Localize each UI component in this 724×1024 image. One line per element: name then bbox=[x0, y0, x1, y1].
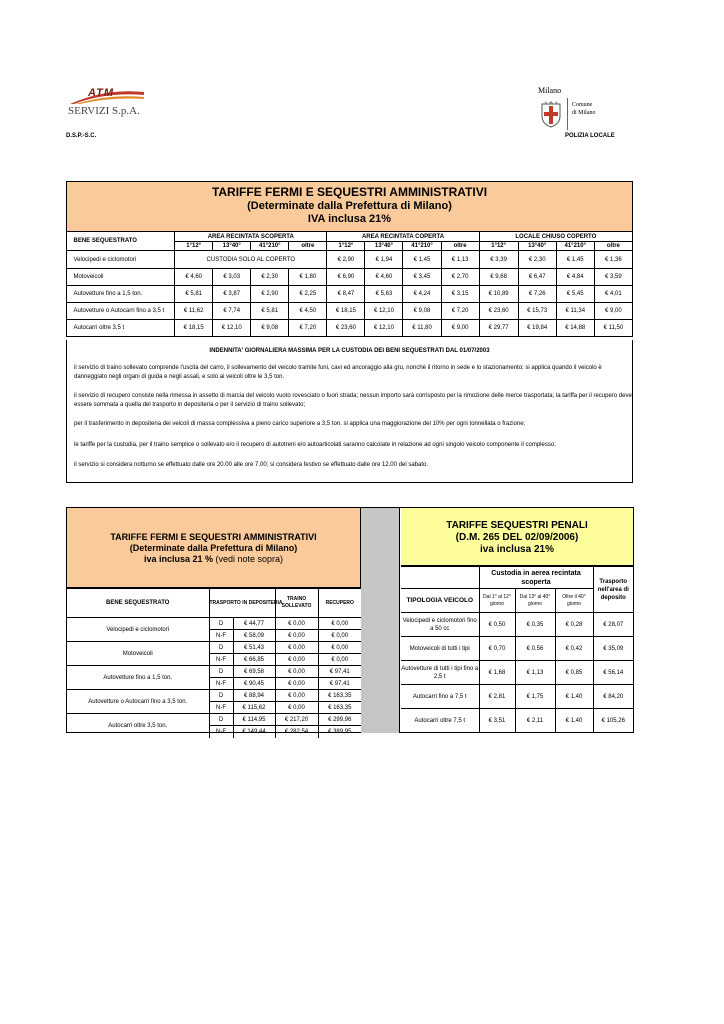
left-code: D.S.P.-S.C. bbox=[66, 133, 97, 139]
cell: € 4,60 bbox=[175, 269, 213, 286]
cell: € 0,00 bbox=[275, 654, 318, 666]
table-row bbox=[67, 303, 633, 320]
row-label: Velocipedi e ciclomotori bbox=[67, 618, 209, 642]
cell: € 0,00 bbox=[318, 642, 361, 654]
cell: € 2,30 bbox=[251, 269, 289, 286]
cell: D bbox=[209, 642, 233, 654]
bottom-left-title-line2: (Determinate dalla Prefettura di Milano) bbox=[129, 543, 298, 553]
cell: D bbox=[209, 618, 233, 630]
table-row bbox=[67, 269, 633, 286]
cell: € 0,85 bbox=[555, 661, 593, 685]
cell: € 0,00 bbox=[318, 630, 361, 642]
table-row bbox=[67, 286, 633, 303]
cell: € 97,41 bbox=[318, 666, 361, 678]
indemnity-title: INDENNITA' GIORNALIERA MASSIMA PER LA CUSTODIA DEI BENI SEQUESTRATI DAL 01/07/2003 bbox=[209, 348, 490, 354]
cell: € 4,50 bbox=[289, 303, 327, 320]
cell: € 51,43 bbox=[233, 642, 275, 654]
milano-label: Milano bbox=[538, 86, 562, 95]
cell: € 14,88 bbox=[556, 320, 594, 337]
day-header: Dal 1° al 12° giorno bbox=[479, 589, 515, 613]
cell: € 23,60 bbox=[327, 320, 365, 337]
cell: € 3,15 bbox=[441, 286, 479, 303]
cell: € 11,80 bbox=[403, 320, 441, 337]
cell: € 5,45 bbox=[556, 286, 594, 303]
subhead: 1°12° bbox=[327, 242, 365, 251]
cell: € 0,00 bbox=[275, 618, 318, 630]
row-label: Autocarri oltre 7,5 t bbox=[401, 709, 479, 733]
subhead: 13°40° bbox=[213, 242, 251, 251]
table-row bbox=[401, 637, 633, 661]
cell: € 0,00 bbox=[318, 654, 361, 666]
atm-logo bbox=[66, 86, 146, 120]
cell: € 2,70 bbox=[441, 269, 479, 286]
cell: € 4,60 bbox=[365, 269, 403, 286]
cell: € 15,73 bbox=[518, 303, 556, 320]
cell: € 299,96 bbox=[318, 714, 361, 726]
cell: € 12,10 bbox=[213, 320, 251, 337]
cell: € 1,13 bbox=[515, 661, 555, 685]
bottom-right-title-line2: (D.M. 265 DEL 02/09/2006) bbox=[455, 532, 579, 543]
cell: € 3,51 bbox=[479, 709, 515, 733]
cell: € 1,40 bbox=[555, 685, 593, 709]
cell: € 35,09 bbox=[593, 637, 633, 661]
cell: € 1,36 bbox=[594, 251, 632, 269]
row-label: Autocarri oltre 3,5 ton. bbox=[67, 714, 209, 738]
group-locale-chiuso: LOCALE CHIUSO COPERTO bbox=[479, 232, 632, 242]
cell: € 0,00 bbox=[318, 618, 361, 630]
cell: € 114,95 bbox=[233, 714, 275, 726]
note-item: il servizio si considera notturno se effettuato dalle ore 20.00 alle ore 7.00; si considera festivo se effettuato dalle ore 12.00 del sabato. bbox=[74, 462, 428, 468]
subhead: 41°210° bbox=[556, 242, 594, 251]
cell: € 3,45 bbox=[403, 269, 441, 286]
subhead: 1°12° bbox=[479, 242, 518, 251]
cell: € 0,35 bbox=[515, 613, 555, 637]
cell: € 4,84 bbox=[556, 269, 594, 286]
cell: € 5,81 bbox=[251, 303, 289, 320]
bottom-right-table bbox=[401, 566, 633, 733]
cell: € 0,00 bbox=[275, 630, 318, 642]
cell: € 6,47 bbox=[518, 269, 556, 286]
row-label: Motoveicoli bbox=[74, 269, 175, 286]
subhead: oltre bbox=[594, 242, 632, 251]
cell: € 1,40 bbox=[555, 709, 593, 733]
cell: € 3,03 bbox=[213, 269, 251, 286]
bottom-left-title-line1: TARIFFE FERMI E SEQUESTRI AMMINISTRATIVI bbox=[110, 532, 317, 542]
cell: € 8,47 bbox=[327, 286, 365, 303]
note-item: per il trasferimento in depositeria dei veicoli di massa complessiva a pieno carico superiore a 3,5 ton. si applica una maggiorazione del 10% per ogni tonnellata o frazione; bbox=[74, 421, 526, 427]
row-label: Autovetture di tutti i tipi fino a 2,5 t bbox=[401, 661, 479, 685]
cell: D bbox=[209, 666, 233, 678]
cell: € 58,09 bbox=[233, 630, 275, 642]
cell: € 9,00 bbox=[594, 303, 632, 320]
table-row bbox=[401, 709, 633, 733]
cell: € 9,00 bbox=[441, 320, 479, 337]
cell: € 3,39 bbox=[479, 251, 518, 269]
cell: € 2,90 bbox=[327, 251, 365, 269]
cell: € 1,68 bbox=[479, 661, 515, 685]
atm-company-name: SERVIZI S.p.A. bbox=[68, 105, 140, 117]
cell: € 1,75 bbox=[515, 685, 555, 709]
cell: € 12,10 bbox=[365, 303, 403, 320]
comune-line1: Comune bbox=[572, 102, 593, 108]
subhead: 41°210° bbox=[403, 242, 441, 251]
table-row bbox=[67, 251, 633, 269]
cell: € 5,81 bbox=[175, 286, 213, 303]
merged-note: CUSTODIA SOLO AL COPERTO bbox=[175, 251, 327, 269]
trasporto-header: Trasporto nell'area di deposito bbox=[593, 567, 633, 613]
cell: € 19,84 bbox=[518, 320, 556, 337]
cell: € 2,81 bbox=[479, 685, 515, 709]
row-label: Velocipedi e ciclomotori bbox=[74, 251, 175, 269]
row-label: Motoveicoli di tutti i tipi bbox=[401, 637, 479, 661]
right-department: POLIZIA LOCALE bbox=[565, 133, 615, 139]
cell: € 84,20 bbox=[593, 685, 633, 709]
cell: € 115,62 bbox=[233, 702, 275, 714]
row-label: Autovetture fino a 1,5 ton. bbox=[74, 286, 175, 303]
cell: € 0,00 bbox=[275, 666, 318, 678]
row-label: Velocipedi e ciclomotori fino a 50 cc bbox=[401, 613, 479, 637]
cell: € 163,35 bbox=[318, 702, 361, 714]
cell: € 0,28 bbox=[555, 613, 593, 637]
milano-coat-of-arms-icon bbox=[540, 100, 562, 128]
cell: € 4,24 bbox=[403, 286, 441, 303]
table-row bbox=[67, 642, 361, 654]
cell: € 217,20 bbox=[275, 714, 318, 726]
cell: € 149,44 bbox=[233, 726, 275, 738]
table-row bbox=[67, 714, 361, 726]
cell: € 2,11 bbox=[515, 709, 555, 733]
cell: € 282,54 bbox=[275, 726, 318, 738]
row-label: Autovetture o Autocarri fino a 3,5 ton. bbox=[67, 690, 209, 714]
top-title-line2: (Determinate dalla Prefettura di Milano) bbox=[247, 200, 452, 212]
cell: € 11,62 bbox=[175, 303, 213, 320]
bottom-left-title-box bbox=[67, 508, 361, 588]
bene-header: BENE SEQUESTRATO bbox=[74, 232, 175, 251]
cell: N-F bbox=[209, 654, 233, 666]
cell: € 1,45 bbox=[556, 251, 594, 269]
cell: € 3,87 bbox=[213, 286, 251, 303]
cell: € 0,00 bbox=[275, 642, 318, 654]
day-header: Dal 13° al 40° giorno bbox=[515, 589, 555, 613]
note-item: il servizio di traino sollevato comprende l'uscita del carro, il sollevamento del veicolo tramite funi, cavi ed ancoraggio alla gru, nonchè il ritorno in sede e lo stazionamento; si applica quando il veicolo è danneggiato negli organi di guida e negli assali, e solo ai veicoli oltre le 3,5 ton. bbox=[74, 365, 602, 380]
group-area-scoperta: AREA RECINTATA SCOPERTA bbox=[175, 232, 327, 242]
subhead: oltre bbox=[289, 242, 327, 251]
cell: € 3,59 bbox=[594, 269, 632, 286]
group-area-coperta: AREA RECINTATA COPERTA bbox=[327, 232, 479, 242]
bottom-left-table bbox=[67, 588, 361, 738]
note-item: il servizio di recupero consiste nella rimessa in assetto di marcia del veicolo vuoto rovesciato o fuori strada; nessun importo sarà corrisposto per la rimozione delle merce trasportata; la tariffa per il recupero deve essere sommata a quella del trasporto in depositeria o per il servizio di traino sollevato; bbox=[74, 393, 632, 408]
comune-divider bbox=[567, 98, 568, 130]
cell: € 6,90 bbox=[327, 269, 365, 286]
cell: € 0,00 bbox=[275, 702, 318, 714]
header-bene: BENE SEQUESTRATO bbox=[67, 589, 209, 618]
cell: N-F bbox=[209, 726, 233, 738]
iva-note: (vedi note sopra) bbox=[215, 554, 284, 564]
cell: € 7,74 bbox=[213, 303, 251, 320]
top-title-line1: TARIFFE FERMI E SEQUESTRI AMMINISTRATIVI bbox=[211, 185, 488, 199]
cell: € 11,34 bbox=[556, 303, 594, 320]
cell: € 11,50 bbox=[594, 320, 632, 337]
cell: € 10,89 bbox=[479, 286, 518, 303]
notes-box bbox=[66, 340, 633, 483]
cell: € 97,41 bbox=[318, 678, 361, 690]
cell: € 44,77 bbox=[233, 618, 275, 630]
table-row bbox=[67, 320, 633, 337]
cell: € 2,25 bbox=[289, 286, 327, 303]
cell: € 66,85 bbox=[233, 654, 275, 666]
cell: € 163,35 bbox=[318, 690, 361, 702]
cell: € 29,77 bbox=[479, 320, 518, 337]
table-row bbox=[67, 618, 361, 630]
header-traino: TRAINO SOLLEVATO bbox=[275, 589, 318, 618]
cell: € 18,15 bbox=[175, 320, 213, 337]
cell: € 2,90 bbox=[251, 286, 289, 303]
cell: € 0,50 bbox=[479, 613, 515, 637]
tipologia-header: TIPOLOGIA VEICOLO bbox=[401, 589, 479, 613]
row-label: Autovetture fino a 1,5 ton. bbox=[67, 666, 209, 690]
cell: € 88,94 bbox=[233, 690, 275, 702]
cell: N-F bbox=[209, 630, 233, 642]
cell: € 1,94 bbox=[365, 251, 403, 269]
cell: N-F bbox=[209, 702, 233, 714]
cell: € 105,26 bbox=[593, 709, 633, 733]
comune-line2: di Milano bbox=[572, 110, 596, 116]
cell: € 1,13 bbox=[441, 251, 479, 269]
table-row bbox=[67, 690, 361, 702]
cell: € 0,70 bbox=[479, 637, 515, 661]
cell: € 9,68 bbox=[479, 269, 518, 286]
cell: € 9,08 bbox=[403, 303, 441, 320]
day-header: Oltre il 40° giorno bbox=[555, 589, 593, 613]
cell: € 56,14 bbox=[593, 661, 633, 685]
top-title-line3: IVA inclusa 21% bbox=[307, 213, 392, 225]
subhead: oltre bbox=[441, 242, 479, 251]
cell: € 28,07 bbox=[593, 613, 633, 637]
top-tariff-table bbox=[66, 231, 633, 337]
cell: D bbox=[209, 714, 233, 726]
header-trasporto: TRASPORTO IN DEPOSITERIA bbox=[209, 589, 275, 618]
header-recupero: RECUPERO bbox=[318, 589, 361, 618]
bottom-right-title-box bbox=[401, 508, 633, 566]
cell: € 69,58 bbox=[233, 666, 275, 678]
table-row bbox=[401, 685, 633, 709]
cell: € 389,95 bbox=[318, 726, 361, 738]
subhead: 13°40° bbox=[365, 242, 403, 251]
cell: € 0,56 bbox=[515, 637, 555, 661]
row-label: Autovetture o Autocarri fino a 3,5 t bbox=[74, 303, 175, 320]
cell: € 0,42 bbox=[555, 637, 593, 661]
subhead: 13°40° bbox=[518, 242, 556, 251]
cell: € 2,30 bbox=[518, 251, 556, 269]
cell: € 5,63 bbox=[365, 286, 403, 303]
top-title-box bbox=[66, 181, 633, 231]
cell: € 18,15 bbox=[327, 303, 365, 320]
row-label: Motoveicoli bbox=[67, 642, 209, 666]
row-label: Autocarri fino a 7,5 t bbox=[401, 685, 479, 709]
subhead: 1°12° bbox=[175, 242, 213, 251]
cell: D bbox=[209, 690, 233, 702]
bottom-left-title-line3 bbox=[67, 554, 360, 564]
note-item: le tariffe per la custodia, per il traino semplice o sollevato e/o il recupero di autotreni e/o autoarticolati saranno calcolate in relazione ad ogni singolo veicolo componente il complesso; bbox=[74, 442, 556, 448]
cell: € 7,26 bbox=[518, 286, 556, 303]
subhead: 41°210° bbox=[251, 242, 289, 251]
cell: € 7,20 bbox=[441, 303, 479, 320]
custodia-header: Custodia in aerea recintata scoperta bbox=[479, 567, 593, 589]
cell: € 9,08 bbox=[251, 320, 289, 337]
cell: € 1,80 bbox=[289, 269, 327, 286]
bottom-right-title-line1: TARIFFE SEQUESTRI PENALI bbox=[446, 520, 588, 531]
cell: € 23,60 bbox=[479, 303, 518, 320]
cell: € 1,45 bbox=[403, 251, 441, 269]
table-row bbox=[401, 613, 633, 637]
cell: € 7,20 bbox=[289, 320, 327, 337]
grey-separator bbox=[361, 508, 400, 733]
atm-logo-text: ATM bbox=[88, 87, 115, 99]
cell: € 0,00 bbox=[275, 690, 318, 702]
table-row bbox=[67, 666, 361, 678]
bottom-right-title-line3: iva inclusa 21% bbox=[480, 544, 554, 555]
cell: € 12,10 bbox=[365, 320, 403, 337]
cell: € 0,00 bbox=[275, 678, 318, 690]
iva-label: iva inclusa 21 % bbox=[143, 554, 213, 564]
cell: N-F bbox=[209, 678, 233, 690]
cell: € 4,01 bbox=[594, 286, 632, 303]
row-label: Autocarri oltre 3,5 t bbox=[74, 320, 175, 337]
cell: € 90,45 bbox=[233, 678, 275, 690]
table-row bbox=[401, 661, 633, 685]
